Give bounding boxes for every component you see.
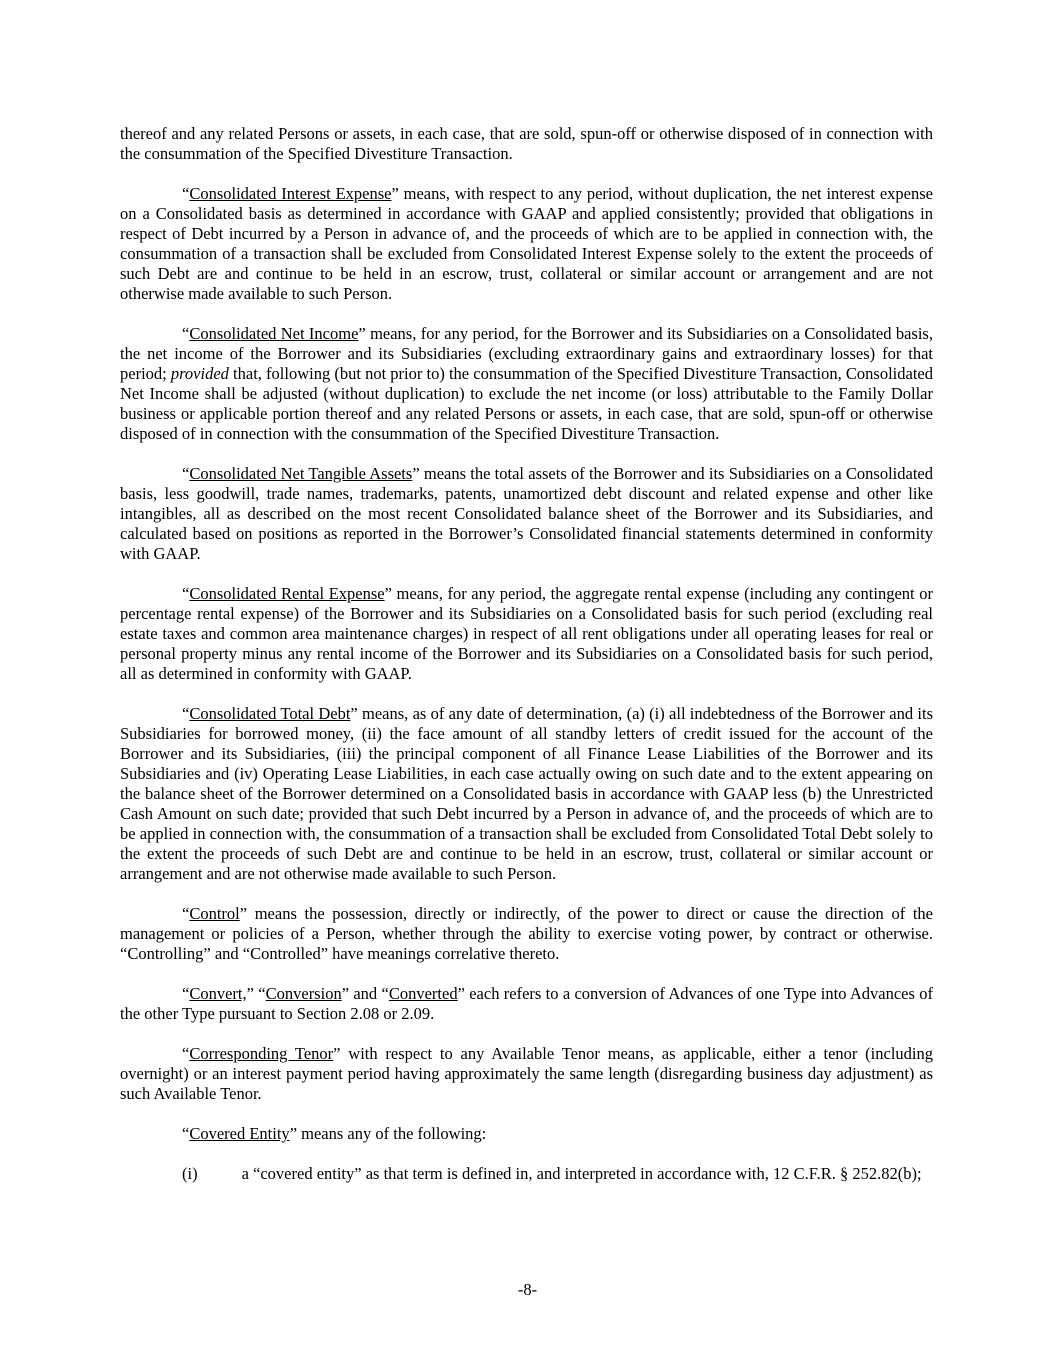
body-text: ” means, with respect to any period, without duplication, the net interest expense on a Consolidated basis as determined in accordance with GAAP and applied consistently; provided that obligations in respect of Debt incurred by a Person in advance of, and the proceeds of which are to be applied in connection with, the consummation of a transaction shall be excluded from Consolidated Interest Expense solely to the extent the proceeds of such Debt are and continue to be held in an escrow, trust, collateral or similar account or arrangement and are not otherwise made available to such Person. — [120, 184, 933, 303]
defined-term: Covered Entity — [189, 1124, 290, 1143]
body-text: “ — [182, 984, 190, 1003]
body-text: ” each refers to a conversion of Advances of one Type into Advances of the other Type pursuant to Section 2.08 or 2.09. — [120, 984, 933, 1023]
body-text: a “covered entity” as that term is defined in, and interpreted in accordance with, 12 C.F.R. § 252.82(b); — [241, 1164, 922, 1183]
page-number: -8- — [517, 1280, 538, 1299]
body-text: ” “ — [246, 984, 266, 1003]
paragraph — [120, 1044, 933, 1104]
paragraph — [120, 464, 933, 564]
defined-term: Convert, — [189, 984, 247, 1003]
document-body — [120, 124, 933, 1204]
paragraph — [120, 904, 933, 964]
defined-term: Control — [189, 904, 240, 923]
body-text: “ — [182, 1044, 190, 1063]
paragraph — [120, 984, 933, 1024]
defined-term: Consolidated Interest Expense — [189, 184, 392, 203]
body-text: ” means, as of any date of determination, (a) (i) all indebtedness of the Borrower and its Subsidiaries for borrowed money, (ii) the face amount of all standby letters of credit issued for the account of the Borrower and its Subsidiaries, (iii) the principal component of all Finance Lease Liabilities of the Borrower and its Subsidiaries and (iv) Operating Lease Liabilities, in each case actually owing on such date and to the extent appearing on the balance sheet of the Borrower determined on a Consolidated basis in accordance with GAAP less (b) the Unrestricted Cash Amount on such date; provided that such Debt incurred by a Person in advance of, and the proceeds of which are to be applied in connection with, the consummation of a transaction shall be excluded from Consolidated Total Debt solely to the extent the proceeds of such Debt are and continue to be held in an escrow, trust, collateral or similar account or arrangement and are not otherwise made available to such Person. — [120, 704, 933, 883]
body-text: ” means the total assets of the Borrower and its Subsidiaries on a Consolidated basis, less goodwill, trade names, trademarks, patents, unamortized debt discount and related expense and other like intangibles, all as described on the most recent Consolidated balance sheet of the Borrower and its Subsidiaries, and calculated based on positions as reported in the Borrower’s Consolidated financial statements determined in conformity with GAAP. — [120, 464, 933, 563]
paragraph — [120, 584, 933, 684]
body-text: that, following (but not prior to) the consummation of the Specified Divestiture Transaction, Consolidated Net Income shall be adjusted (without duplication) to exclude the net income (or loss) attributable to the Family Dollar business or applicable portion thereof and any related Persons or assets, in each case, that are sold, spun-off or otherwise disposed of in connection with the consummation of the Specified Divestiture Transaction. — [120, 364, 933, 443]
italic-text: provided — [170, 364, 229, 383]
defined-term: Corresponding Tenor — [189, 1044, 334, 1063]
body-text: “ — [182, 464, 190, 483]
body-text: “ — [182, 704, 190, 723]
body-text: ” means, for any period, the aggregate rental expense (including any contingent or percentage rental expense) of the Borrower and its Subsidiaries on a Consolidated basis for such period (excluding real estate taxes and common area maintenance charges) in respect of all rent obligations under all operating leases for real or personal property minus any rental income of the Borrower and its Subsidiaries on a Consolidated basis for such period, all as determined in conformity with GAAP. — [120, 584, 933, 683]
body-text: thereof and any related Persons or assets, in each case, that are sold, spun-off or otherwise disposed of in connection with the consummation of the Specified Divestiture Transaction. — [120, 124, 933, 163]
body-text: ” with respect to any Available Tenor means, as applicable, either a tenor (including overnight) or an interest payment period having approximately the same length (disregarding business day adjustment) as such Available Tenor. — [120, 1044, 933, 1103]
defined-term: Consolidated Net Income — [189, 324, 359, 343]
body-text: “ — [182, 584, 190, 603]
body-text: ” means the possession, directly or indirectly, of the power to direct or cause the direction of the management or policies of a Person, whether through the ability to exercise voting power, by contract or otherwise. “Controlling” and “Controlled” have meanings correlative thereto. — [120, 904, 933, 963]
paragraph — [120, 1164, 933, 1184]
paragraph — [120, 324, 933, 444]
body-text: “ — [182, 184, 190, 203]
body-text: ” means, for any period, for the Borrower and its Subsidiaries on a Consolidated basis, the net income of the Borrower and its Subsidiaries (excluding extraordinary gains and extraordinary losses) for that period; — [120, 324, 933, 383]
body-text: ” and “ — [341, 984, 389, 1003]
body-text: “ — [182, 904, 190, 923]
paragraph — [120, 704, 933, 884]
paragraph — [120, 124, 933, 164]
paragraph — [120, 184, 933, 304]
defined-term: Consolidated Rental Expense — [189, 584, 385, 603]
body-text: (i) — [182, 1164, 198, 1183]
body-text: “ — [182, 1124, 190, 1143]
body-text: “ — [182, 324, 190, 343]
defined-term: Consolidated Net Tangible Assets — [189, 464, 413, 483]
defined-term: Conversion — [265, 984, 342, 1003]
defined-term: Consolidated Total Debt — [189, 704, 351, 723]
defined-term: Converted — [388, 984, 458, 1003]
body-text: ” means any of the following: — [289, 1124, 487, 1143]
paragraph — [120, 1124, 933, 1144]
